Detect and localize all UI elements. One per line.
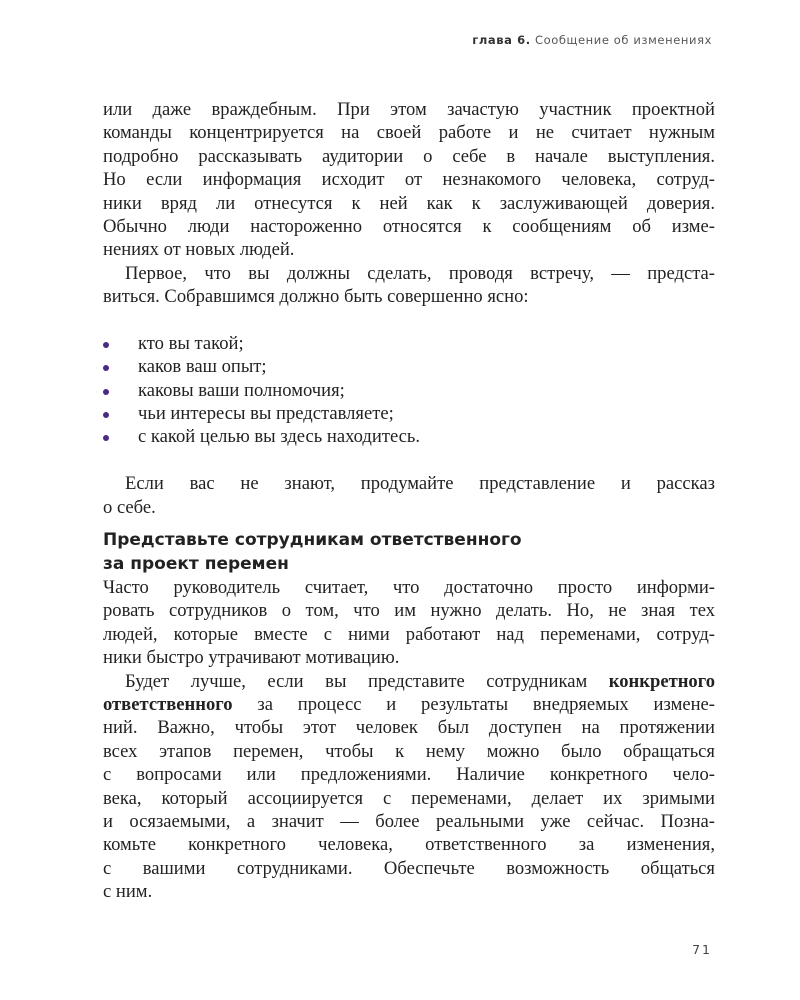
spacer — [103, 309, 715, 332]
text-line: Часто руководитель считает, что достаточно просто информи- — [103, 577, 715, 599]
text-segment: за процесс и результаты внедряемых измене- — [232, 693, 715, 715]
text-line: команды концентрируется на своей работе и не считает нужным — [103, 122, 715, 144]
bullet-icon — [103, 365, 109, 371]
paragraph-1 — [103, 98, 715, 262]
text-line: с вашими сотрудниками. Обеспечьте возможность общаться — [103, 857, 715, 879]
text-line — [103, 670, 715, 693]
text-line: века, который ассоциируется с переменами, делает их зримыми — [103, 787, 715, 809]
text-line: виться. Собравшимся должно быть совершенно ясно: — [103, 286, 529, 308]
text-line: с вопросами или предложениями. Наличие конкретного чело- — [103, 764, 715, 786]
heading-line: Представьте сотрудникам ответственного — [103, 530, 522, 551]
list-item-text: чьи интересы вы представляете; — [138, 403, 394, 425]
text-line: ровать сотрудников о том, что им нужно делать. Но, не зная тех — [103, 600, 715, 622]
list-item-text: с какой целью вы здесь находитесь. — [138, 426, 421, 448]
text-line: подробно рассказывать аудитории о себе в начале выступления. — [103, 145, 715, 167]
page-body — [103, 98, 715, 904]
paragraph-3 — [103, 472, 715, 519]
running-head — [472, 33, 712, 47]
text-line: комьте конкретного человека, ответственного за изменения, — [103, 834, 715, 856]
text-line: Первое, что вы должны сделать, проводя встречу, — предста- — [125, 262, 715, 284]
text-line: ники вряд ли отнесутся к ней как к заслуживающей доверия. — [103, 192, 715, 214]
list-item — [103, 402, 715, 425]
list-item — [103, 379, 715, 402]
heading-line: за проект перемен — [103, 554, 289, 575]
emphasis-text: ответственного — [103, 693, 233, 715]
page-number: 71 — [692, 942, 712, 957]
spacer — [103, 449, 715, 472]
bullet-icon — [103, 342, 109, 348]
bullet-icon — [103, 412, 109, 418]
text-line: нениях от новых людей. — [103, 239, 295, 261]
text-line: Обычно люди настороженно относятся к сообщениям об изме- — [103, 215, 715, 237]
text-line: Если вас не знают, продумайте представление и рассказ — [125, 473, 715, 495]
list-item — [103, 355, 715, 378]
text-line — [103, 693, 715, 716]
list-item-text: каков ваш опыт; — [138, 356, 267, 378]
text-line: ники быстро утрачивают мотивацию. — [103, 647, 400, 669]
list-item — [103, 425, 715, 448]
text-segment: Будет лучше, если вы представите сотрудникам — [125, 670, 609, 692]
text-line: с ним. — [103, 881, 153, 903]
chapter-label: глава 6. — [472, 33, 531, 47]
chapter-title: Сообщение об изменениях — [534, 33, 712, 47]
list-item-text: каковы ваши полномочия; — [138, 379, 345, 401]
emphasis-text: конкретного — [608, 670, 715, 692]
text-line: Но если информация исходит от незнакомого человека, сотруд- — [103, 169, 715, 191]
list-item-text: кто вы такой; — [138, 332, 244, 354]
text-line: о себе. — [103, 496, 156, 518]
paragraph-2 — [103, 262, 715, 309]
text-line: людей, которые вместе с ними работают над переменами, сотруд- — [103, 623, 715, 645]
text-line: и осязаемыми, а значит — более реальными уже сейчас. Позна- — [103, 810, 715, 832]
text-line: ний. Важно, чтобы этот человек был доступен на протяжении — [103, 717, 715, 739]
list-item — [103, 332, 715, 355]
text-line: всех этапов перемен, чтобы к нему можно было обращаться — [103, 740, 715, 762]
section-heading — [103, 528, 715, 576]
paragraph-5 — [103, 670, 715, 904]
bullet-list — [103, 332, 715, 449]
text-line: или даже враждебным. При этом зачастую участник проектной — [103, 99, 715, 120]
bullet-icon — [103, 389, 109, 395]
paragraph-4 — [103, 576, 715, 670]
bullet-icon — [103, 435, 109, 441]
